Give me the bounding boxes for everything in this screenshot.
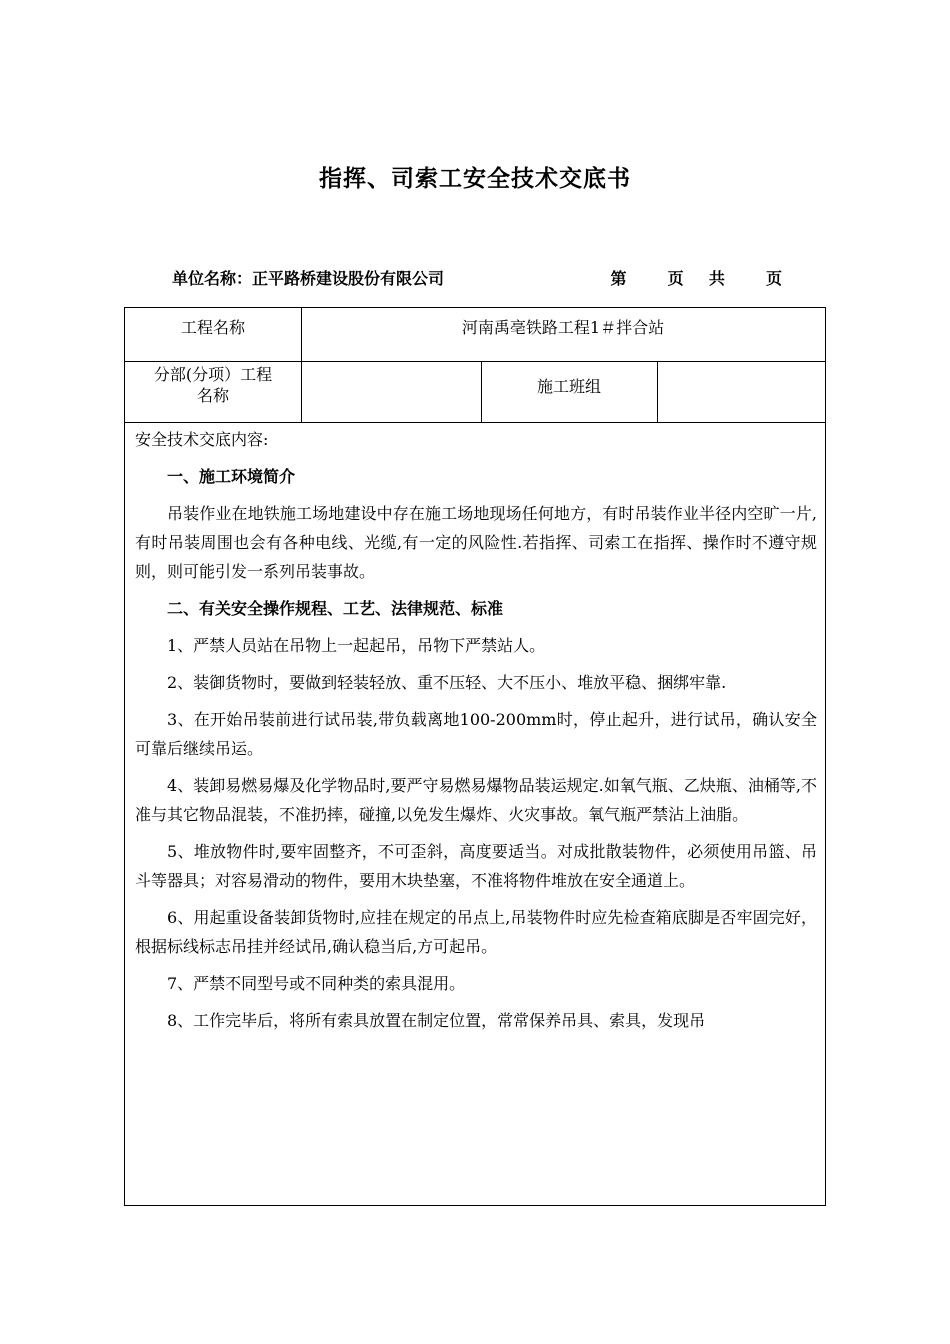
page-di: 第	[610, 269, 627, 288]
rule-item-6: 6、用起重设备装卸货物时,应挂在规定的吊点上,吊装物件时应先检查箱底脚是否牢固完好，根据标线标志吊挂并经试吊,确认稳当后,方可起吊。	[135, 908, 817, 956]
section-heading-1: 一、施工环境简介	[167, 467, 296, 486]
unit-label: 单位名称：	[172, 269, 253, 288]
row-divider-2	[125, 422, 825, 423]
rule-item-8: 8、工作完毕后，将所有索具放置在制定位置，常常保养吊具、索具，发现吊	[167, 1011, 706, 1030]
page-ye1: 页	[667, 269, 684, 288]
unit-info	[172, 266, 444, 289]
content-label: 安全技术交底内容:	[135, 430, 269, 449]
rule-item-4: 4、装卸易燃易爆及化学物品时,要严守易燃易爆物品装运规定.如氧气瓶、乙炔瓶、油桶等,不准与其它物品混装，不准扔摔，碰撞,以免发生爆炸、火灾事故。氧气瓶严禁沾上油脂。	[135, 776, 817, 824]
project-name-label: 工程名称	[180, 318, 245, 337]
document-title: 指挥、司索工安全技术交底书	[319, 166, 631, 192]
row-divider-1	[125, 361, 825, 362]
sub-project-label-line2: 名称	[196, 386, 229, 405]
page-ye2: 页	[765, 269, 782, 288]
rule-item-3: 3、在开始吊装前进行试吊装,带负载离地100-200mm时，停止起升，进行试吊，确认安全可靠后继续吊运。	[135, 710, 817, 758]
team-label: 施工班组	[536, 377, 601, 396]
sub-project-label-line1: 分部(分项）工程	[153, 365, 273, 384]
page-count	[610, 266, 782, 289]
section-1-paragraph: 吊装作业在地铁施工场地建设中存在施工场地现场任何地方，有时吊装作业半径内空旷一片,有时吊装周围也会有各种电线、光缆,有一定的风险性.若指挥、司索工在指挥、操作时不遵守规则，则可能引发一系列吊装事故。	[135, 504, 817, 581]
disclosure-content	[135, 425, 817, 1043]
project-name-value: 河南禹亳铁路工程1＃拌合站	[461, 318, 665, 337]
rule-item-5: 5、堆放物件时,要牢固整齐，不可歪斜，高度要适当。对成批散装物件，必须使用吊篮、吊斗等器具；对容易滑动的物件，要用木块垫塞，不准将物件堆放在安全通道上。	[135, 842, 817, 890]
disclosure-table	[124, 307, 826, 1206]
section-heading-2: 二、有关安全操作规程、工艺、法律规范、标准	[167, 599, 504, 618]
col-divider-3	[657, 361, 658, 422]
rule-item-1: 1、严禁人员站在吊物上一起起吊，吊物下严禁站人。	[167, 636, 546, 655]
page-gong: 共	[708, 269, 725, 288]
unit-name: 正平路桥建设股份有限公司	[252, 269, 445, 288]
sub-project-label	[125, 364, 301, 406]
rule-item-7: 7、严禁不同型号或不同种类的索具混用。	[167, 974, 466, 993]
document-header	[172, 266, 782, 290]
rule-item-2: 2、装御货物时，要做到轻装轻放、重不压轻、大不压小、堆放平稳、捆绑牢靠.	[167, 673, 727, 692]
